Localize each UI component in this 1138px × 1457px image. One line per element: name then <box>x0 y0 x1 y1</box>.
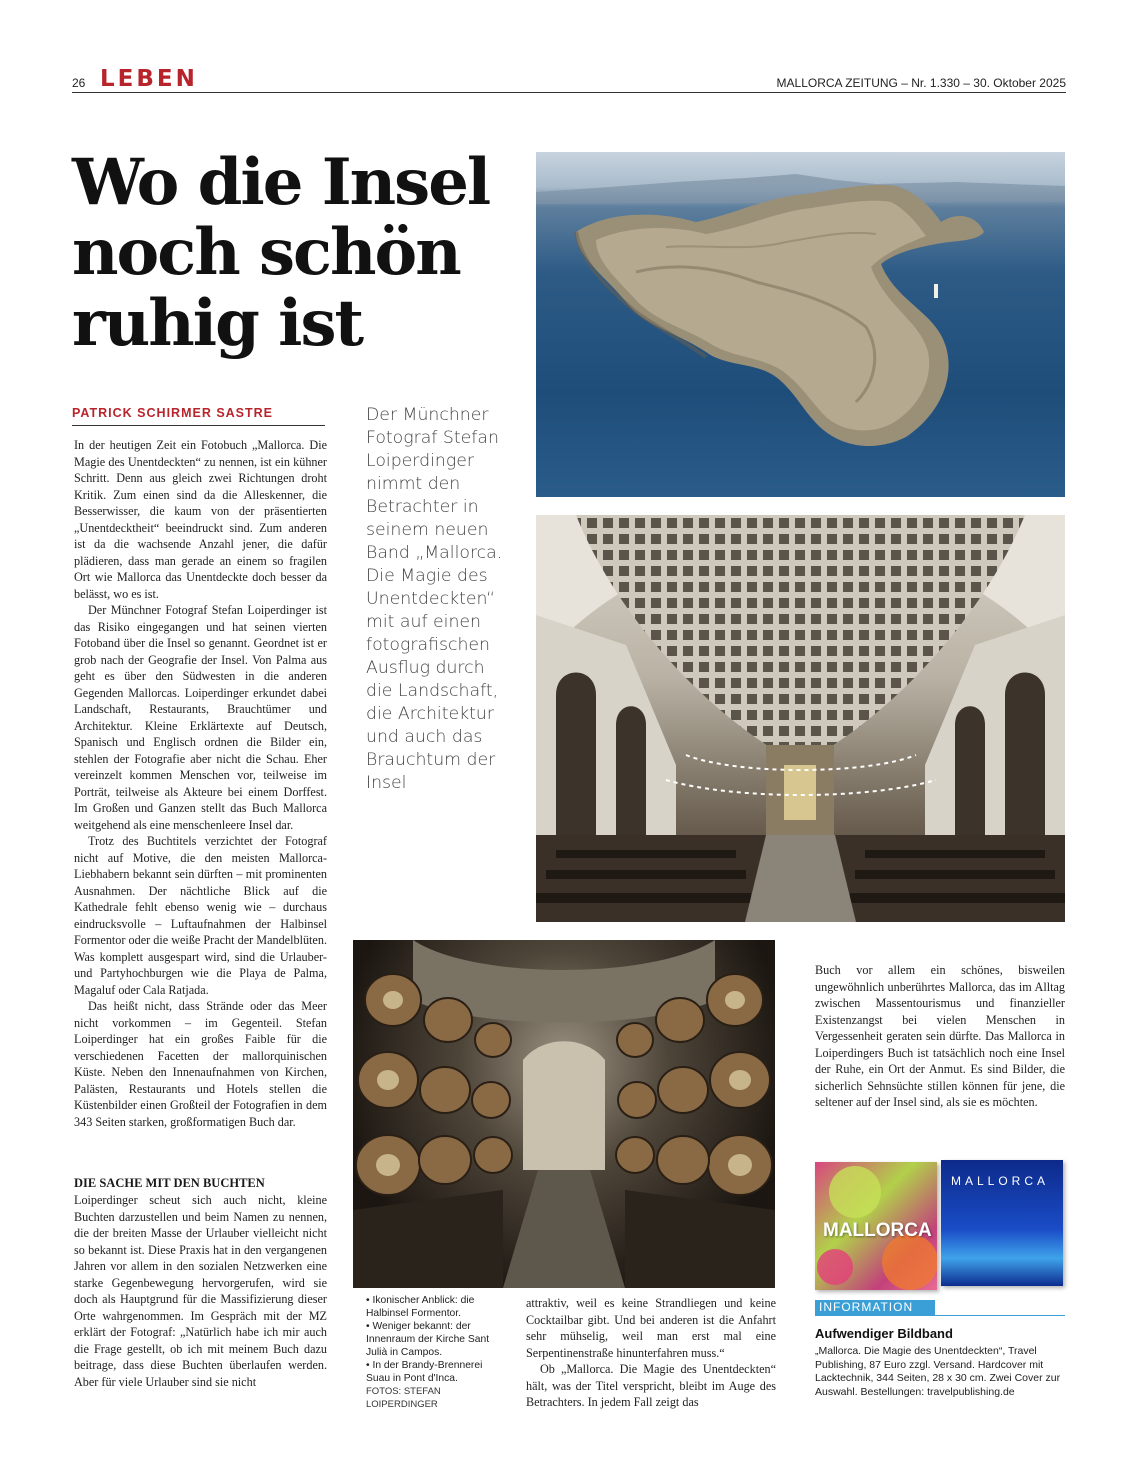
photo-credit: FOTOS: STEFAN LOIPERDINGER <box>366 1386 441 1410</box>
book-title: MALLORCA <box>951 1174 1050 1188</box>
headline: Wo die Insel noch schön ruhig ist <box>72 145 490 361</box>
article-column-4 <box>815 962 1065 1111</box>
article-column-1-continued <box>74 1192 327 1390</box>
author-byline: PATRICK SCHIRMER SASTRE <box>72 406 274 420</box>
paragraph: Ob „Mallorca. Die Magie des Unentdeckten“ hält, was der Titel verspricht, bleibt im Auge des Betrachters. In jedem Fall zeigt das <box>526 1362 776 1409</box>
page-number: 26 <box>72 76 86 90</box>
article-column-3 <box>526 1295 776 1411</box>
paragraph: Buch vor allem ein schönes, bisweilen ungewöhnlich unberührtes Mallorca, das im Alltag zwischen Massentourismus und finanzieller Existenzangst bei vielen Menschen in Vergessenheit geraten sein dürfte. Das Mallorca in Loiperdingers Buch ist tatsächlich noch eine Insel der Ruhe, ein Ort der Anmut. Es sind Bilder, die sicherlich Sehnsüchte stillen können für jene, die seltener auf der Insel sind, als sie es möchten. <box>815 963 1065 1109</box>
info-title: Aufwendiger Bildband <box>815 1326 953 1341</box>
section-title: LEBEN <box>100 66 198 92</box>
article-column-1 <box>74 437 327 1130</box>
header-divider <box>72 92 1066 93</box>
info-divider <box>815 1315 1065 1316</box>
paragraph: Trotz des Buchtitels verzichtet der Fotograf nicht auf Motive, die den meisten Mallorca-Liebhabern bekannt sein dürften – mit prominenten Ausnahmen. Der nächtliche Blick auf die Kathedrale fehlt ebenso wenig wie – durchaus eindrucksvolle – Luftaufnahmen der Halbinsel Formentor oder die weiße Pracht der Mandelblüten. Was komplett ausgespart wird, sind die Urlauber- und Partyhochburgen wie die Playa de Palma, Magaluf oder Cala Ratjada. <box>74 834 327 997</box>
paragraph: attraktiv, weil es keine Strandliegen und keine Cocktailbar gibt. Und bei anderen ist die Anfahrt sehr mühselig, weil man erst mal eine Serpentinenstraße hinunterfahren muss.“ <box>526 1296 776 1360</box>
intro-text: Der Münchner Fotograf Stefan Loiperdinger nimmt den Betrachter in seinem neuen Band „Mallorca. Die Magie des Unentdeckten“ mit auf einen fotografischen Ausflug durch die Landschaft, die Architektur und auch das Brauchtum der Insel <box>366 405 503 793</box>
photo-church-interior <box>536 515 1065 922</box>
paragraph: Das heißt nicht, dass Strände oder das Meer nicht vorkommen – im Gegenteil. Stefan Loiperdinger hat ein großes Faible für die verschiedenen Facetten der mallorquinischen Küste. Neben den Innenaufnahmen von Kirchen, Palästen, Restaurants und Hotels stellen die Küstenbilder einen Großteil der Fotografien in dem 343 Seiten starken, großformatigen Buch dar. <box>74 999 327 1129</box>
caption: • Ikonischer Anblick: die Halbinsel Formentor. <box>366 1295 475 1319</box>
cellar-illustration <box>353 940 775 1288</box>
church-illustration <box>536 515 1065 922</box>
photo-formentor-island <box>536 152 1065 497</box>
island-illustration <box>536 152 1065 497</box>
info-text: „Mallorca. Die Magie des Unentdeckten“, Travel Publishing, 87 Euro zzgl. Versand. Hardcover mit Lacktechnik, 344 Seiten, 28 x 30 cm. Zwei Cover zur Auswahl. Bestellungen: travelpublishing.de <box>815 1345 1061 1398</box>
caption: • In der Brandy-Brennerei Suau in Pont d'Inca. <box>366 1360 483 1384</box>
book-cover-pink <box>815 1162 937 1290</box>
info-label: INFORMATION <box>815 1300 935 1315</box>
caption: • Weniger bekannt: der Innenraum der Kirche Sant Julià in Campos. <box>366 1321 490 1358</box>
book-title: MALLORCA <box>823 1220 932 1241</box>
subheading: DIE SACHE MIT DEN BUCHTEN <box>74 1176 265 1190</box>
photo-brandy-cellar <box>353 940 775 1288</box>
issue-info: MALLORCA ZEITUNG – Nr. 1.330 – 30. Oktober 2025 <box>776 76 1066 90</box>
photo-captions <box>366 1294 506 1411</box>
book-cover-blue <box>941 1160 1063 1286</box>
paragraph: Loiperdinger scheut sich auch nicht, kleine Buchten darzustellen und beim Namen zu nennen, die der breiten Masse der Urlauber vielleicht nicht so bekannt ist. Diese Praxis hat in den vergangenen Jahren vor allem in den sozialen Netzwerken eine starke Gegenbewegung hervorgerufen, wird sie doch als Hauptgrund für die Massifizierung dieser Orte wahrgenommen. Im Gespräch mit der MZ erklärt der Fotograf: „Natürlich habe ich mir auch die Frage gestellt, ob ich mit meinem Buch dazu beitrage, dass diese Buchten überlaufen werden. Aber für viele Urlauber sind sie nicht <box>74 1193 327 1389</box>
paragraph: In der heutigen Zeit ein Fotobuch „Mallorca. Die Magie des Unentdeckten“ zu nennen, ist ein kühner Schritt. Denn aus gleich zwei Richtungen droht Kritik. Zum einen sind da die Alleskenner, die Besserwisser, die kaum von der präsentierten „Unentdecktheit“ beeindruckt sind. Zum anderen ist da die wachsende Anzahl jener, die dafür plädieren, dass man gerade an einem so fragilen Ort wie Mallorca das Unentdeckte doch besser da belässt, wo es ist. <box>74 438 327 601</box>
paragraph: Der Münchner Fotograf Stefan Loiperdinger ist das Risiko eingegangen und hat seinen vierten Fotoband über die Insel so genannt. Geordnet ist er grob nach der Geografie der Insel. Von Palma aus geht es über den Südwesten in die anderen Gegenden Mallorcas. Loiperdinger erkundet dabei Landschaft, Restaurants, Brauchtümer und Architektur. Kleine Erklärtexte auf Deutsch, Spanisch und Englisch ordnen die Bilder ein, stehlen der Fotografie aber nicht die Schau. Eher vereinzelt kommen Menschen vor, teilweise im Porträt, teilweise als Akteure bei einem Dorffest. Im Großen und Ganzen stellt das Buch Mallorca weitgehend als eine menschenleere Insel dar. <box>74 603 327 832</box>
byline-divider <box>72 425 325 426</box>
